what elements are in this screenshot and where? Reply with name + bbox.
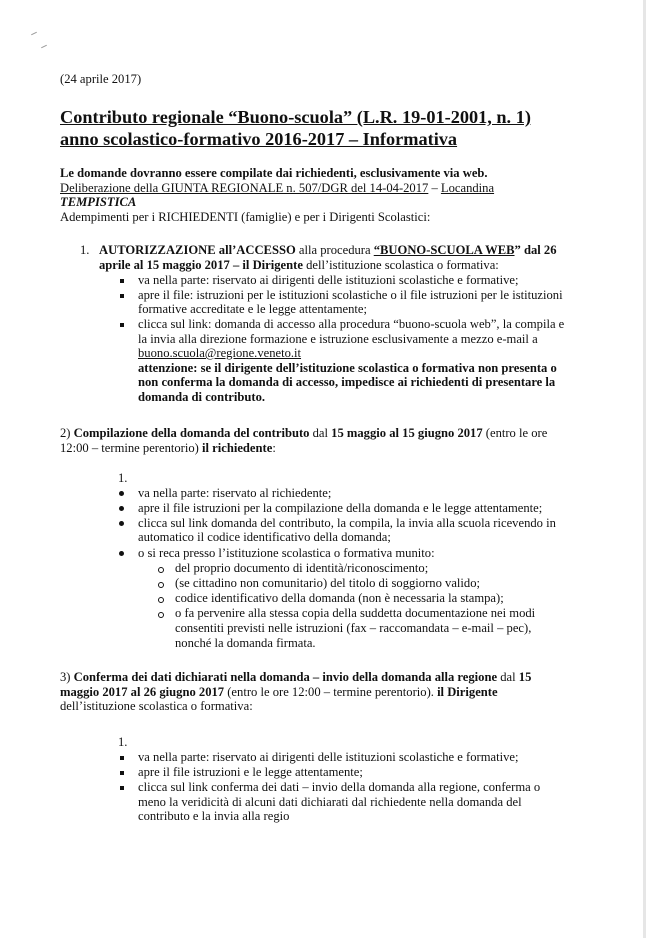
step1-bullet2-line2: formative accreditate e le legge attentamente;	[138, 302, 368, 316]
square-bullet-icon	[120, 771, 124, 775]
step2-bullet3-line2: automatico il codice identificativo della domanda;	[138, 530, 391, 544]
square-bullet-icon	[120, 279, 124, 283]
dot-bullet-icon	[119, 506, 124, 511]
step2-sub3: codice identificativo della domanda (non è necessaria la stampa);	[175, 591, 504, 605]
step1-warning-line2: non conferma la domanda di accesso, impedisce ai richiedenti di presentare la	[138, 375, 556, 389]
step1-bullet2-line1: apre il file: istruzioni per le istituzioni scolastiche o il file istruzioni per le istituzioni	[138, 288, 563, 302]
buono-scuola-web-link[interactable]: “BUONO-SCUOLA WEB	[373, 243, 515, 257]
square-bullet-icon	[120, 756, 124, 760]
adempimenti-line: Adempimenti per i RICHIEDENTI (famiglie) e per i Dirigenti Scolastici:	[60, 210, 431, 224]
step2-sub4-line3: nonché la domanda firmata.	[175, 636, 316, 650]
document-date: (24 aprile 2017)	[60, 72, 142, 86]
step1-bullet1: va nella parte: riservato ai dirigenti delle istituzioni scolastiche e formative;	[138, 273, 519, 287]
step3-bullet2: apre il file istruzioni e le legge attentamente;	[138, 765, 363, 779]
step1-bullet3-line1: clicca sul link: domanda di accesso alla procedura “buono-scuola web”, la compila e	[138, 317, 565, 331]
email-link[interactable]: buono.scuola@regione.veneto.it	[138, 346, 302, 360]
step3-heading: 3) Conferma dei dati dichiarati nella domanda – invio della domanda alla regione dal 15	[60, 670, 532, 684]
step2-sub-number: 1.	[118, 471, 128, 485]
step1-warning-line3: domanda di contributo.	[138, 390, 266, 404]
intro-links-line: Deliberazione della GIUNTA REGIONALE n. 507/DGR del 14-04-2017 – Locandina	[60, 181, 495, 195]
step2-sub2: (se cittadino non comunitario) del titolo di soggiorno valido;	[175, 576, 480, 590]
circle-bullet-icon	[158, 582, 164, 588]
step3-bullet3-line1: clicca sul link conferma dei dati – invio della domanda alla regione, conferma o	[138, 780, 541, 794]
step2-sub4-line1: o fa pervenire alla stessa copia della suddetta documentazione nei modi	[175, 606, 536, 620]
square-bullet-icon	[120, 294, 124, 298]
step3-sub-number: 1.	[118, 735, 128, 749]
circle-bullet-icon	[158, 612, 164, 618]
intro-statement: Le domande dovranno essere compilate dai richiedenti, esclusivamente via web.	[60, 166, 488, 180]
square-bullet-icon	[120, 786, 124, 790]
step2-bullet4: o si reca presso l’istituzione scolastica o formativa munito:	[138, 546, 435, 560]
scan-mark	[41, 45, 47, 48]
tempistica-heading: TEMPISTICA	[60, 195, 137, 209]
step3-bullet1: va nella parte: riservato ai dirigenti delle istituzioni scolastiche e formative;	[138, 750, 519, 764]
circle-bullet-icon	[158, 567, 164, 573]
step3-bullet3-line2: meno la veridicità di alcuni dati dichiarati dal richiedente nella domanda del	[138, 795, 522, 809]
step1-warning-line1: attenzione: se il dirigente dell’istituzione scolastica o formativa non presenta o	[138, 361, 557, 375]
dot-bullet-icon	[119, 521, 124, 526]
step2-sub1: del proprio documento di identità/riconoscimento;	[175, 561, 429, 575]
locandina-link[interactable]: Locandina	[440, 181, 495, 195]
circle-bullet-icon	[158, 597, 164, 603]
dot-bullet-icon	[119, 491, 124, 496]
step2-heading: 2) Compilazione della domanda del contributo dal 15 maggio al 15 giugno 2017 (entro le ore	[60, 426, 548, 440]
step2-deadline: 12:00 – termine perentorio) il richiedente:	[60, 441, 276, 455]
deliberazione-link[interactable]: Deliberazione della GIUNTA REGIONALE n. 507/DGR del 14-04-2017	[60, 181, 429, 195]
dot-bullet-icon	[119, 551, 124, 556]
document-title-line2: anno scolastico-formativo 2016-2017 – Informativa	[60, 129, 458, 149]
step2-bullet1: va nella parte: riservato al richiedente;	[138, 486, 332, 500]
step3-subject: dell’istituzione scolastica o formativa:	[60, 699, 253, 713]
step1-number: 1.	[80, 243, 90, 257]
step1-bullet3-line2: la invia alla direzione formazione e istruzione esclusivamente a mezzo e-mail a	[138, 332, 538, 346]
step1-heading: AUTORIZZAZIONE all’ACCESSO alla procedura “BUONO-SCUOLA WEB” dal 26	[99, 243, 557, 257]
scan-mark	[31, 32, 37, 35]
step2-bullet2: apre il file istruzioni per la compilazione della domanda e le legge attentamente;	[138, 501, 543, 515]
step3-deadline: maggio 2017 al 26 giugno 2017 (entro le ore 12:00 – termine perentorio). il Dirigente	[60, 685, 498, 699]
step2-sub4-line2: consentiti previsti nelle istruzioni (fax – raccomandata – e-mail – pec),	[175, 621, 532, 635]
document-title-line1: Contributo regionale “Buono-scuola” (L.R. 19-01-2001, n. 1)	[60, 107, 531, 127]
step3-bullet3-line3: contributo e la invia alla regio	[138, 809, 290, 823]
step1-dates: aprile al 15 maggio 2017 – il Dirigente dell’istituzione scolastica o formativa:	[99, 258, 499, 272]
step2-bullet3-line1: clicca sul link domanda del contributo, la compila, la invia alla scuola ricevendo in	[138, 516, 556, 530]
square-bullet-icon	[120, 323, 124, 327]
